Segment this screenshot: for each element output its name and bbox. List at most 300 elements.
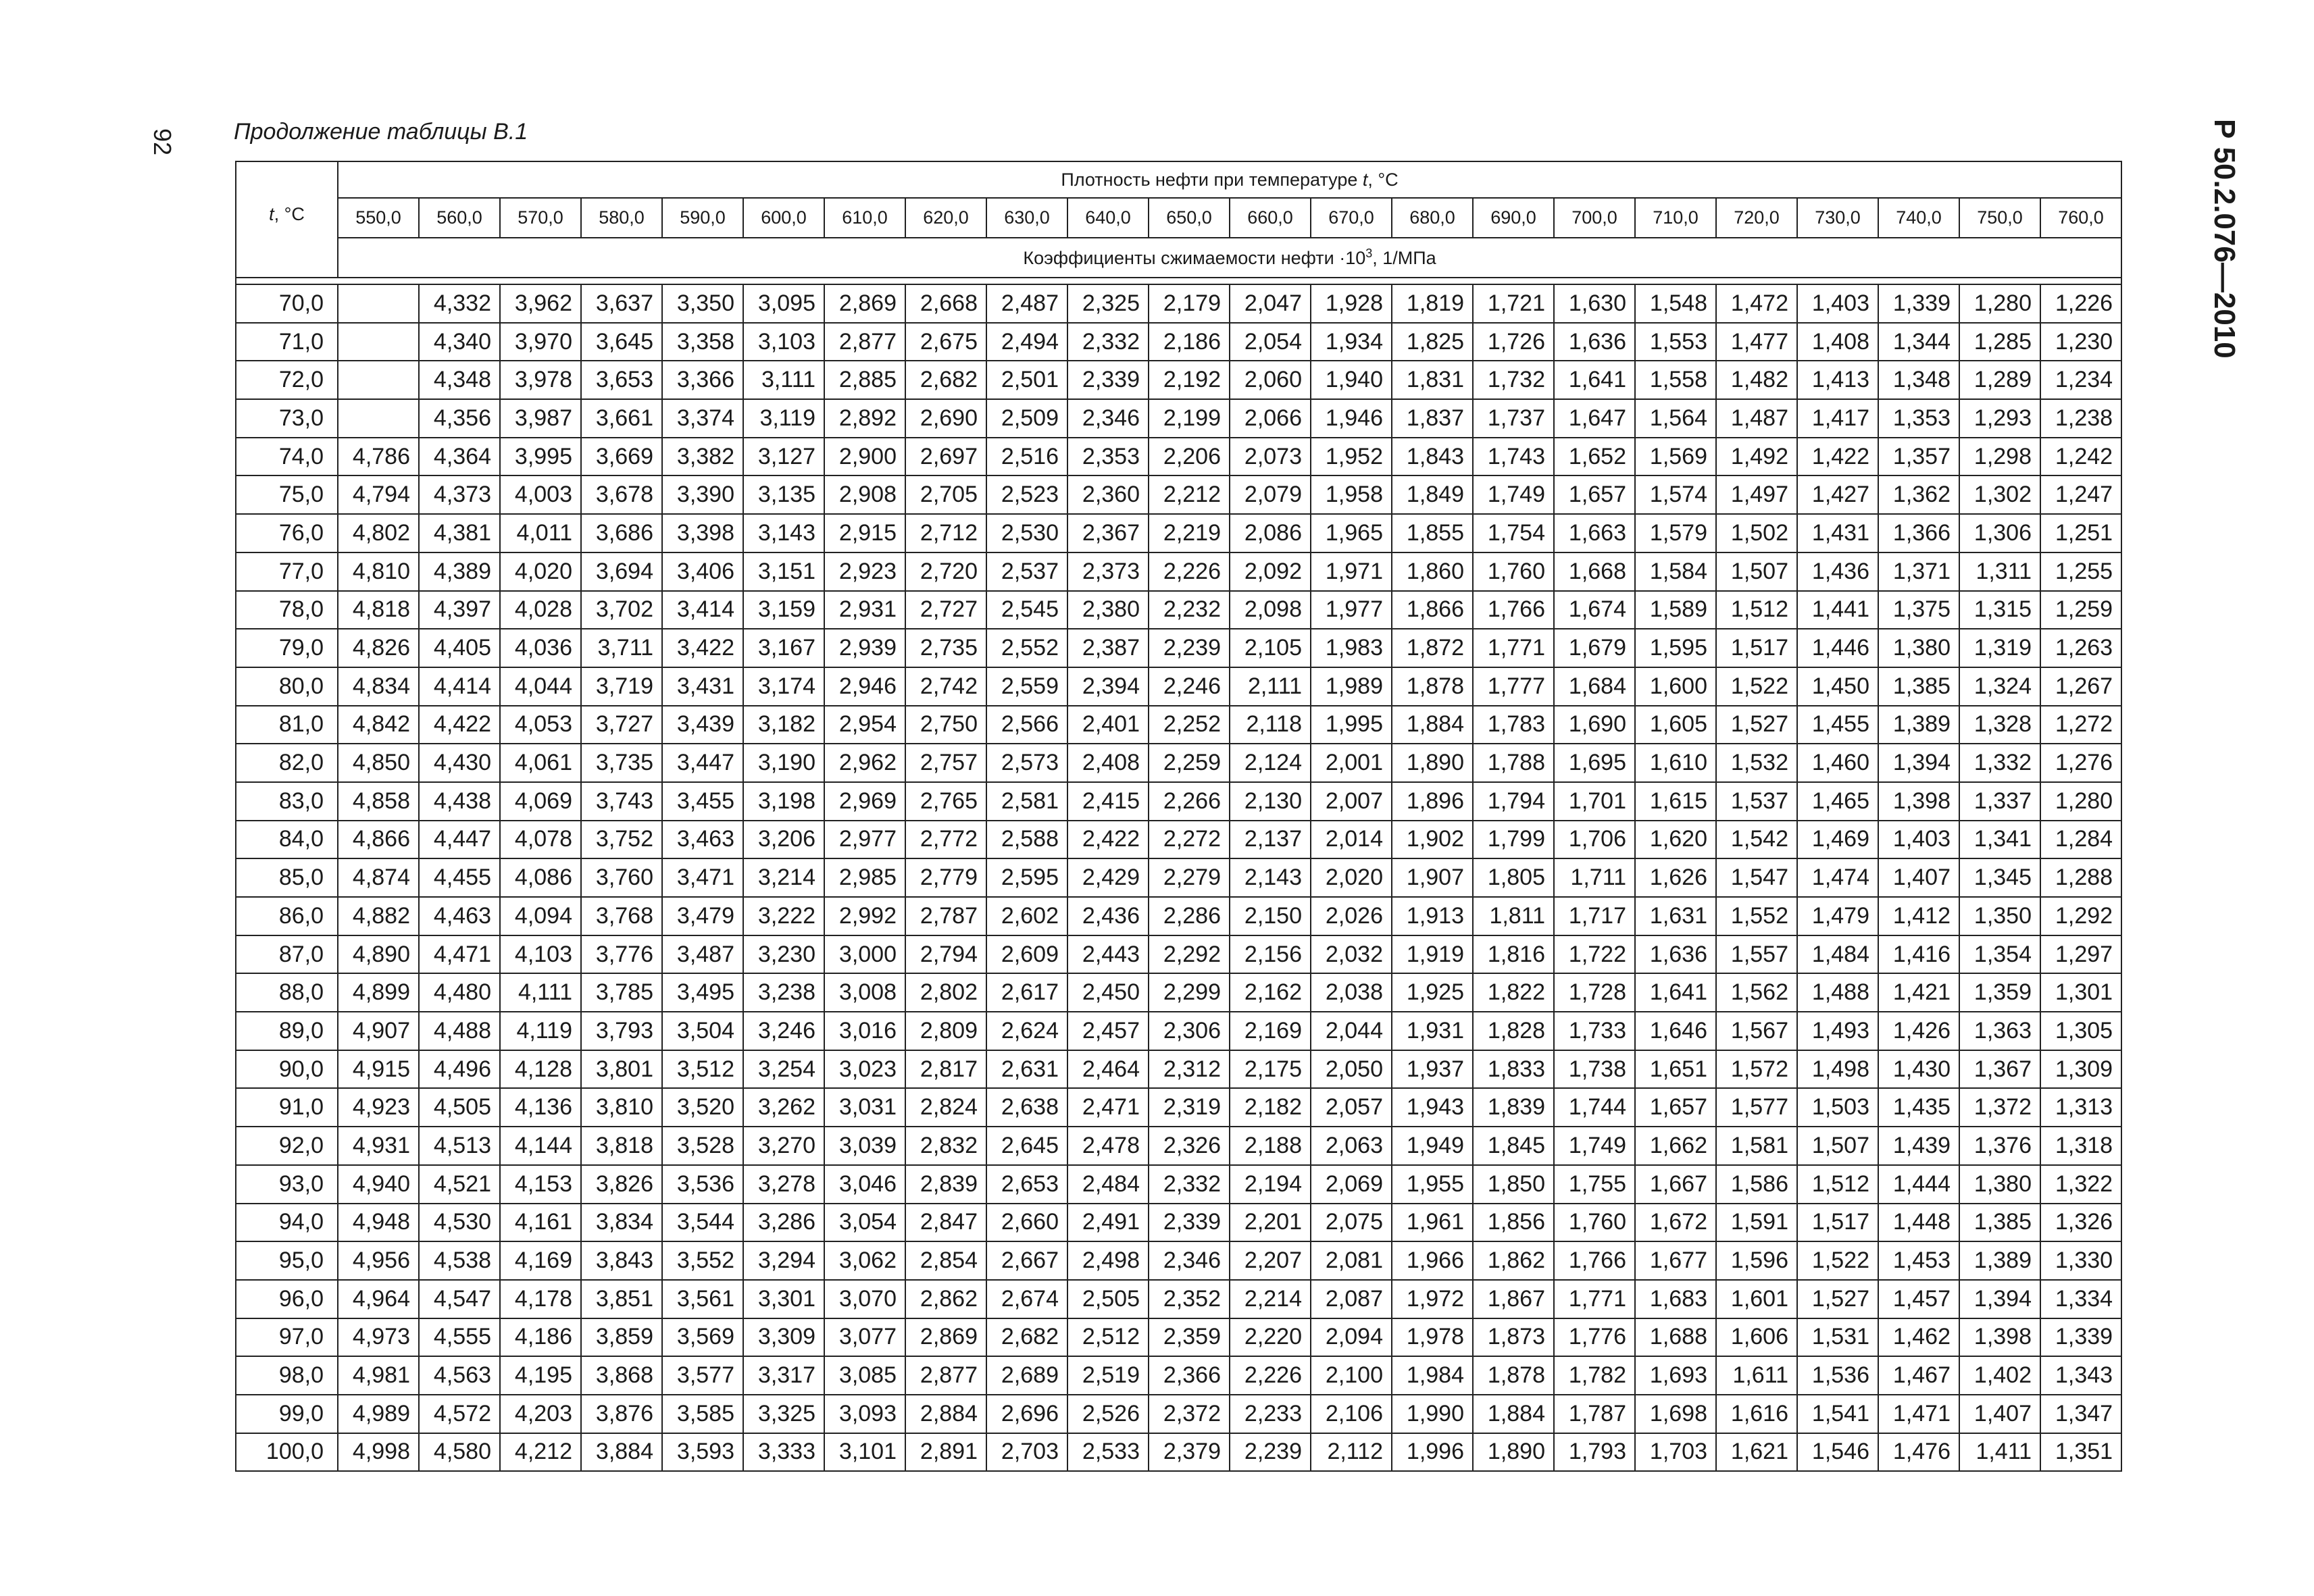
coefficient-cell: 1,771 [1554, 1280, 1635, 1318]
coefficient-cell: 1,322 [2040, 1165, 2121, 1204]
density-header-cell: 570,0 [500, 198, 581, 238]
density-header-cell: 610,0 [824, 198, 905, 238]
coefficient-cell: 2,939 [824, 629, 905, 667]
coefficient-cell: 4,028 [500, 591, 581, 629]
coefficient-cell: 2,106 [1311, 1395, 1392, 1433]
coefficient-cell: 2,038 [1311, 973, 1392, 1012]
coefficient-cell: 1,943 [1392, 1088, 1473, 1127]
coefficient-cell: 1,558 [1635, 361, 1716, 399]
coefficient-cell: 4,563 [419, 1356, 500, 1395]
coefficient-cell: 2,457 [1067, 1012, 1149, 1050]
coefficient-cell: 1,498 [1797, 1050, 1878, 1089]
coefficient-cell: 2,069 [1311, 1165, 1392, 1204]
coefficient-cell: 1,484 [1797, 935, 1878, 974]
coefficient-cell: 1,674 [1554, 591, 1635, 629]
temperature-cell: 93,0 [236, 1165, 338, 1204]
coefficient-cell: 2,272 [1149, 821, 1230, 859]
coefficient-cell: 3,661 [581, 399, 662, 438]
coefficient-cell: 3,278 [743, 1165, 824, 1204]
coefficient-cell: 4,044 [500, 667, 581, 706]
coefficient-cell: 1,537 [1716, 782, 1797, 821]
coefficient-cell: 1,928 [1311, 284, 1392, 323]
coefficient-cell: 2,617 [986, 973, 1067, 1012]
coefficient-cell: 1,441 [1797, 591, 1878, 629]
coefficient-cell: 3,374 [662, 399, 743, 438]
density-header-cell: 640,0 [1067, 198, 1149, 238]
coefficient-cell: 4,389 [419, 552, 500, 591]
coefficient-cell: 4,078 [500, 821, 581, 859]
coefficient-cell: 1,446 [1797, 629, 1878, 667]
coefficient-cell: 1,366 [1878, 514, 1959, 552]
coefficient-cell: 1,460 [1797, 744, 1878, 782]
coefficient-cell: 4,212 [500, 1433, 581, 1472]
coefficient-cell: 2,111 [1230, 667, 1311, 706]
coefficient-cell: 2,487 [986, 284, 1067, 323]
coefficient-cell: 4,011 [500, 514, 581, 552]
coefficient-cell: 4,505 [419, 1088, 500, 1127]
coefficient-cell: 1,398 [1878, 782, 1959, 821]
coefficient-cell: 2,352 [1149, 1280, 1230, 1318]
coefficient-cell: 1,744 [1554, 1088, 1635, 1127]
coefficient-cell: 4,356 [419, 399, 500, 438]
compressibility-table-container [235, 161, 2122, 1472]
coefficient-cell: 1,324 [1959, 667, 2040, 706]
coefficient-cell: 1,620 [1635, 821, 1716, 859]
coefficient-cell: 1,717 [1554, 897, 1635, 935]
coefficient-cell: 2,908 [824, 475, 905, 514]
coefficient-cell: 3,495 [662, 973, 743, 1012]
coefficient-cell: 2,206 [1149, 438, 1230, 476]
coefficient-cell: 1,339 [1878, 284, 1959, 323]
coefficient-cell: 4,471 [419, 935, 500, 974]
coefficient-cell: 1,596 [1716, 1241, 1797, 1280]
coefficient-cell: 1,427 [1797, 475, 1878, 514]
coefficient-cell: 1,569 [1635, 438, 1716, 476]
coefficient-cell: 1,677 [1635, 1241, 1716, 1280]
coefficient-cell: 1,439 [1878, 1127, 1959, 1165]
coefficient-cell: 2,066 [1230, 399, 1311, 438]
coefficient-cell: 1,672 [1635, 1204, 1716, 1242]
density-header-cell: 680,0 [1392, 198, 1473, 238]
coefficient-cell: 1,522 [1716, 667, 1797, 706]
coefficient-cell: 1,722 [1554, 935, 1635, 974]
coefficient-cell: 3,093 [824, 1395, 905, 1433]
coefficient-cell: 1,298 [1959, 438, 2040, 476]
coefficient-cell: 1,367 [1959, 1050, 2040, 1089]
coefficient-cell: 2,877 [824, 323, 905, 361]
coefficient-cell: 3,103 [743, 323, 824, 361]
coefficient-cell: 2,292 [1149, 935, 1230, 974]
coefficient-cell: 2,675 [905, 323, 986, 361]
coefficient-cell: 2,186 [1149, 323, 1230, 361]
density-header-cell: 660,0 [1230, 198, 1311, 238]
coefficient-cell: 1,280 [2040, 782, 2121, 821]
coefficient-cell: 1,413 [1797, 361, 1878, 399]
density-header-cell: 670,0 [1311, 198, 1392, 238]
coefficient-cell: 4,882 [338, 897, 419, 935]
coefficient-cell: 1,394 [1959, 1280, 2040, 1318]
coefficient-cell: 1,267 [2040, 667, 2121, 706]
coefficient-cell: 1,572 [1716, 1050, 1797, 1089]
coefficient-cell: 2,697 [905, 438, 986, 476]
coefficient-cell: 3,095 [743, 284, 824, 323]
coefficient-cell: 1,436 [1797, 552, 1878, 591]
coefficient-cell: 4,981 [338, 1356, 419, 1395]
table-row [236, 361, 2121, 399]
coefficient-cell: 3,398 [662, 514, 743, 552]
coefficient-cell: 4,036 [500, 629, 581, 667]
coefficient-cell: 4,094 [500, 897, 581, 935]
coefficient-cell: 1,866 [1392, 591, 1473, 629]
coefficient-cell: 3,834 [581, 1204, 662, 1242]
coefficient-cell: 1,952 [1311, 438, 1392, 476]
coefficient-cell: 1,825 [1392, 323, 1473, 361]
coefficient-cell: 1,688 [1635, 1318, 1716, 1357]
coefficient-cell: 1,760 [1554, 1204, 1635, 1242]
coefficient-cell: 1,965 [1311, 514, 1392, 552]
coefficient-cell: 4,069 [500, 782, 581, 821]
coefficient-cell: 2,299 [1149, 973, 1230, 1012]
coefficient-cell: 1,417 [1797, 399, 1878, 438]
coefficient-cell: 2,169 [1230, 1012, 1311, 1050]
coefficient-cell: 2,772 [905, 821, 986, 859]
table-row [236, 514, 2121, 552]
coefficient-cell: 2,491 [1067, 1204, 1149, 1242]
density-values-row [236, 198, 2121, 238]
coefficient-cell: 4,332 [419, 284, 500, 323]
coefficient-cell: 1,949 [1392, 1127, 1473, 1165]
coefficient-cell: 3,294 [743, 1241, 824, 1280]
coefficient-cell: 3,182 [743, 706, 824, 744]
coefficient-cell: 3,561 [662, 1280, 743, 1318]
coefficient-cell: 3,167 [743, 629, 824, 667]
coefficient-cell: 3,062 [824, 1241, 905, 1280]
coefficient-cell: 2,001 [1311, 744, 1392, 782]
coefficient-cell: 1,966 [1392, 1241, 1473, 1280]
coefficient-cell: 2,494 [986, 323, 1067, 361]
temperature-column-header: t, °C [236, 161, 338, 278]
coefficient-cell: 4,373 [419, 475, 500, 514]
coefficient-cell: 3,743 [581, 782, 662, 821]
coefficient-cell: 2,464 [1067, 1050, 1149, 1089]
coefficient-cell: 4,364 [419, 438, 500, 476]
coefficient-cell: 2,092 [1230, 552, 1311, 591]
coefficient-cell: 1,426 [1878, 1012, 1959, 1050]
coefficient-cell: 3,843 [581, 1241, 662, 1280]
coefficient-cell: 2,226 [1230, 1356, 1311, 1395]
coefficient-cell: 4,381 [419, 514, 500, 552]
coefficient-cell: 4,998 [338, 1433, 419, 1472]
coefficient-cell: 2,319 [1149, 1088, 1230, 1127]
coefficient-cell: 2,054 [1230, 323, 1311, 361]
coefficient-cell: 4,786 [338, 438, 419, 476]
coefficient-cell: 2,668 [905, 284, 986, 323]
coefficient-cell: 2,105 [1230, 629, 1311, 667]
coefficient-cell: 2,014 [1311, 821, 1392, 859]
density-header-cell: 560,0 [419, 198, 500, 238]
coefficient-cell: 3,414 [662, 591, 743, 629]
coefficient-cell: 1,492 [1716, 438, 1797, 476]
coefficient-cell: 4,496 [419, 1050, 500, 1089]
coefficient-cell: 1,469 [1797, 821, 1878, 859]
coefficient-cell: 2,372 [1149, 1395, 1230, 1433]
coefficient-cell: 3,528 [662, 1127, 743, 1165]
coefficient-cell: 1,305 [2040, 1012, 2121, 1050]
coefficient-cell: 3,868 [581, 1356, 662, 1395]
coefficient-cell: 2,862 [905, 1280, 986, 1318]
coefficient-cell: 2,674 [986, 1280, 1067, 1318]
coefficient-cell: 4,053 [500, 706, 581, 744]
table-row [236, 1012, 2121, 1050]
coefficient-cell: 1,512 [1716, 591, 1797, 629]
coefficient-cell: 2,847 [905, 1204, 986, 1242]
coefficient-cell: 1,272 [2040, 706, 2121, 744]
table-row [236, 1280, 2121, 1318]
coefficient-cell: 4,818 [338, 591, 419, 629]
coefficient-cell: 1,430 [1878, 1050, 1959, 1089]
coefficient-cell: 1,474 [1797, 858, 1878, 897]
coefficient-cell: 1,319 [1959, 629, 2040, 667]
coefficient-cell: 1,512 [1797, 1165, 1878, 1204]
coefficient-cell: 1,251 [2040, 514, 2121, 552]
coefficient-cell: 1,394 [1878, 744, 1959, 782]
coefficient-cell: 1,721 [1473, 284, 1554, 323]
coefficient-cell: 2,057 [1311, 1088, 1392, 1127]
coefficient-cell: 2,523 [986, 475, 1067, 514]
coefficient-cell: 1,856 [1473, 1204, 1554, 1242]
coefficient-cell: 4,136 [500, 1088, 581, 1127]
coefficient-cell: 1,363 [1959, 1012, 2040, 1050]
coefficient-cell: 1,318 [2040, 1127, 2121, 1165]
coefficient-cell: 3,119 [743, 399, 824, 438]
coefficient-cell: 4,086 [500, 858, 581, 897]
coefficient-cell: 2,246 [1149, 667, 1230, 706]
coefficient-cell: 3,569 [662, 1318, 743, 1357]
coefficient-cell: 1,605 [1635, 706, 1716, 744]
coefficient-cell: 2,020 [1311, 858, 1392, 897]
coefficient-cell: 1,919 [1392, 935, 1473, 974]
coefficient-cell: 1,532 [1716, 744, 1797, 782]
coefficient-cell: 1,306 [1959, 514, 2040, 552]
coefficient-cell: 2,366 [1149, 1356, 1230, 1395]
coefficient-cell: 3,390 [662, 475, 743, 514]
coefficient-cell: 3,309 [743, 1318, 824, 1357]
table-row [236, 858, 2121, 897]
table-row [236, 1395, 2121, 1433]
coefficient-cell: 4,195 [500, 1356, 581, 1395]
coefficient-cell: 2,602 [986, 897, 1067, 935]
coefficient-cell: 2,073 [1230, 438, 1311, 476]
coefficient-cell: 2,653 [986, 1165, 1067, 1204]
density-header-cell: 690,0 [1473, 198, 1554, 238]
coefficient-cell [338, 323, 419, 361]
coefficient-cell: 3,876 [581, 1395, 662, 1433]
temperature-cell: 97,0 [236, 1318, 338, 1357]
coefficient-cell: 1,641 [1554, 361, 1635, 399]
coefficient-cell: 1,679 [1554, 629, 1635, 667]
coefficient-cell: 1,684 [1554, 667, 1635, 706]
coefficient-cell: 1,616 [1716, 1395, 1797, 1433]
coefficient-cell: 2,339 [1149, 1204, 1230, 1242]
coefficient-cell: 1,567 [1716, 1012, 1797, 1050]
coefficient-cell: 3,735 [581, 744, 662, 782]
coefficient-cell: 4,414 [419, 667, 500, 706]
coefficient-cell: 2,530 [986, 514, 1067, 552]
coefficient-cell: 2,207 [1230, 1241, 1311, 1280]
coefficient-cell: 1,357 [1878, 438, 1959, 476]
coefficient-cell: 1,788 [1473, 744, 1554, 782]
coefficient-cell: 4,463 [419, 897, 500, 935]
coefficient-cell: 1,488 [1797, 973, 1878, 1012]
coefficient-cell: 3,000 [824, 935, 905, 974]
coefficient-cell: 3,054 [824, 1204, 905, 1242]
coefficient-cell: 1,695 [1554, 744, 1635, 782]
coefficient-cell: 3,222 [743, 897, 824, 935]
density-header-cell: 650,0 [1149, 198, 1230, 238]
coefficient-cell: 4,405 [419, 629, 500, 667]
coefficient-cell: 1,579 [1635, 514, 1716, 552]
coefficient-cell: 1,878 [1473, 1356, 1554, 1395]
coefficient-cell: 3,447 [662, 744, 743, 782]
coefficient-cell: 1,407 [1959, 1395, 2040, 1433]
coefficient-cell: 2,595 [986, 858, 1067, 897]
coefficient-cell: 2,179 [1149, 284, 1230, 323]
coefficient-cell: 4,103 [500, 935, 581, 974]
coefficient-cell: 2,443 [1067, 935, 1149, 974]
coefficient-cell: 2,869 [905, 1318, 986, 1357]
coefficient-cell: 3,593 [662, 1433, 743, 1472]
coefficient-cell: 2,233 [1230, 1395, 1311, 1433]
coefficient-cell: 3,246 [743, 1012, 824, 1050]
coefficient-cell: 3,127 [743, 438, 824, 476]
temperature-cell: 98,0 [236, 1356, 338, 1395]
coefficient-cell: 1,626 [1635, 858, 1716, 897]
coefficient-cell: 2,380 [1067, 591, 1149, 629]
coefficient-cell: 3,286 [743, 1204, 824, 1242]
coefficient-cell: 2,156 [1230, 935, 1311, 974]
coefficient-cell: 2,931 [824, 591, 905, 629]
table-body [236, 278, 2121, 1471]
coefficient-cell: 3,151 [743, 552, 824, 591]
coefficient-cell: 1,990 [1392, 1395, 1473, 1433]
coefficient-cell [338, 284, 419, 323]
density-header-cell: 550,0 [338, 198, 419, 238]
coefficient-cell: 1,482 [1716, 361, 1797, 399]
coefficient-cell: 3,768 [581, 897, 662, 935]
coefficient-cell: 4,964 [338, 1280, 419, 1318]
coefficient-cell: 1,937 [1392, 1050, 1473, 1089]
coefficient-cell: 2,537 [986, 552, 1067, 591]
coefficient-cell: 3,637 [581, 284, 662, 323]
coefficient-cell: 2,332 [1067, 323, 1149, 361]
coefficient-cell: 1,971 [1311, 552, 1392, 591]
table-row [236, 1356, 2121, 1395]
coefficient-cell: 4,842 [338, 706, 419, 744]
coefficient-cell: 1,837 [1392, 399, 1473, 438]
coefficient-cell: 2,137 [1230, 821, 1311, 859]
coefficient-cell: 1,380 [1959, 1165, 2040, 1204]
table-row [236, 897, 2121, 935]
temperature-cell: 86,0 [236, 897, 338, 935]
coefficient-cell: 1,411 [1959, 1433, 2040, 1472]
coefficient-cell: 2,422 [1067, 821, 1149, 859]
coefficient-cell: 1,412 [1878, 897, 1959, 935]
coefficient-cell: 2,824 [905, 1088, 986, 1127]
coefficient-cell: 1,811 [1473, 897, 1554, 935]
coefficient-cell: 2,279 [1149, 858, 1230, 897]
temperature-cell: 100,0 [236, 1433, 338, 1472]
coefficient-cell: 1,766 [1554, 1241, 1635, 1280]
table-row [236, 1127, 2121, 1165]
temperature-cell: 83,0 [236, 782, 338, 821]
coefficient-cell: 1,743 [1473, 438, 1554, 476]
coefficient-cell: 1,276 [2040, 744, 2121, 782]
table-row [236, 1318, 2121, 1357]
coefficient-cell: 1,771 [1473, 629, 1554, 667]
coefficient-cell: 1,230 [2040, 323, 2121, 361]
coefficient-cell: 2,212 [1149, 475, 1230, 514]
temperature-cell: 78,0 [236, 591, 338, 629]
coefficient-cell: 4,480 [419, 973, 500, 1012]
coefficient-cell: 1,667 [1635, 1165, 1716, 1204]
coefficient-cell: 2,220 [1230, 1318, 1311, 1357]
coefficient-cell: 2,044 [1311, 1012, 1392, 1050]
coefficient-cell: 3,471 [662, 858, 743, 897]
coefficient-cell: 1,552 [1716, 897, 1797, 935]
coefficient-cell: 1,931 [1392, 1012, 1473, 1050]
coefficient-cell: 4,834 [338, 667, 419, 706]
coefficient-cell: 3,487 [662, 935, 743, 974]
coefficient-cell: 1,816 [1473, 935, 1554, 974]
coefficient-cell: 1,606 [1716, 1318, 1797, 1357]
coefficient-cell: 2,118 [1230, 706, 1311, 744]
coefficient-cell: 3,366 [662, 361, 743, 399]
coefficient-cell: 4,128 [500, 1050, 581, 1089]
coefficient-cell: 2,703 [986, 1433, 1067, 1472]
coefficient-cell: 2,581 [986, 782, 1067, 821]
coefficient-cell: 1,586 [1716, 1165, 1797, 1204]
coefficient-cell: 1,472 [1716, 284, 1797, 323]
coefficient-cell: 1,873 [1473, 1318, 1554, 1357]
coefficient-cell: 4,530 [419, 1204, 500, 1242]
temperature-cell: 74,0 [236, 438, 338, 476]
density-header-cell: 730,0 [1797, 198, 1878, 238]
coefficient-cell: 3,552 [662, 1241, 743, 1280]
coefficient-cell: 2,387 [1067, 629, 1149, 667]
coefficient-cell: 1,972 [1392, 1280, 1473, 1318]
coefficient-cell: 2,498 [1067, 1241, 1149, 1280]
temperature-cell: 82,0 [236, 744, 338, 782]
coefficient-cell: 2,226 [1149, 552, 1230, 591]
table-row [236, 1050, 2121, 1089]
coefficient-cell: 2,026 [1311, 897, 1392, 935]
temperature-cell: 90,0 [236, 1050, 338, 1089]
coefficient-cell: 3,962 [500, 284, 581, 323]
coefficient-cell: 2,194 [1230, 1165, 1311, 1204]
coefficient-cell: 3,198 [743, 782, 824, 821]
coefficient-cell: 3,585 [662, 1395, 743, 1433]
coefficient-cell: 2,325 [1067, 284, 1149, 323]
coefficient-cell: 2,526 [1067, 1395, 1149, 1433]
coefficient-cell: 3,678 [581, 475, 662, 514]
coefficient-cell: 1,313 [2040, 1088, 2121, 1127]
coefficient-cell: 1,542 [1716, 821, 1797, 859]
coefficient-cell: 2,471 [1067, 1088, 1149, 1127]
coefficient-cell: 3,536 [662, 1165, 743, 1204]
coefficient-cell: 1,536 [1797, 1356, 1878, 1395]
coefficient-cell: 1,822 [1473, 973, 1554, 1012]
coefficient-cell: 3,422 [662, 629, 743, 667]
